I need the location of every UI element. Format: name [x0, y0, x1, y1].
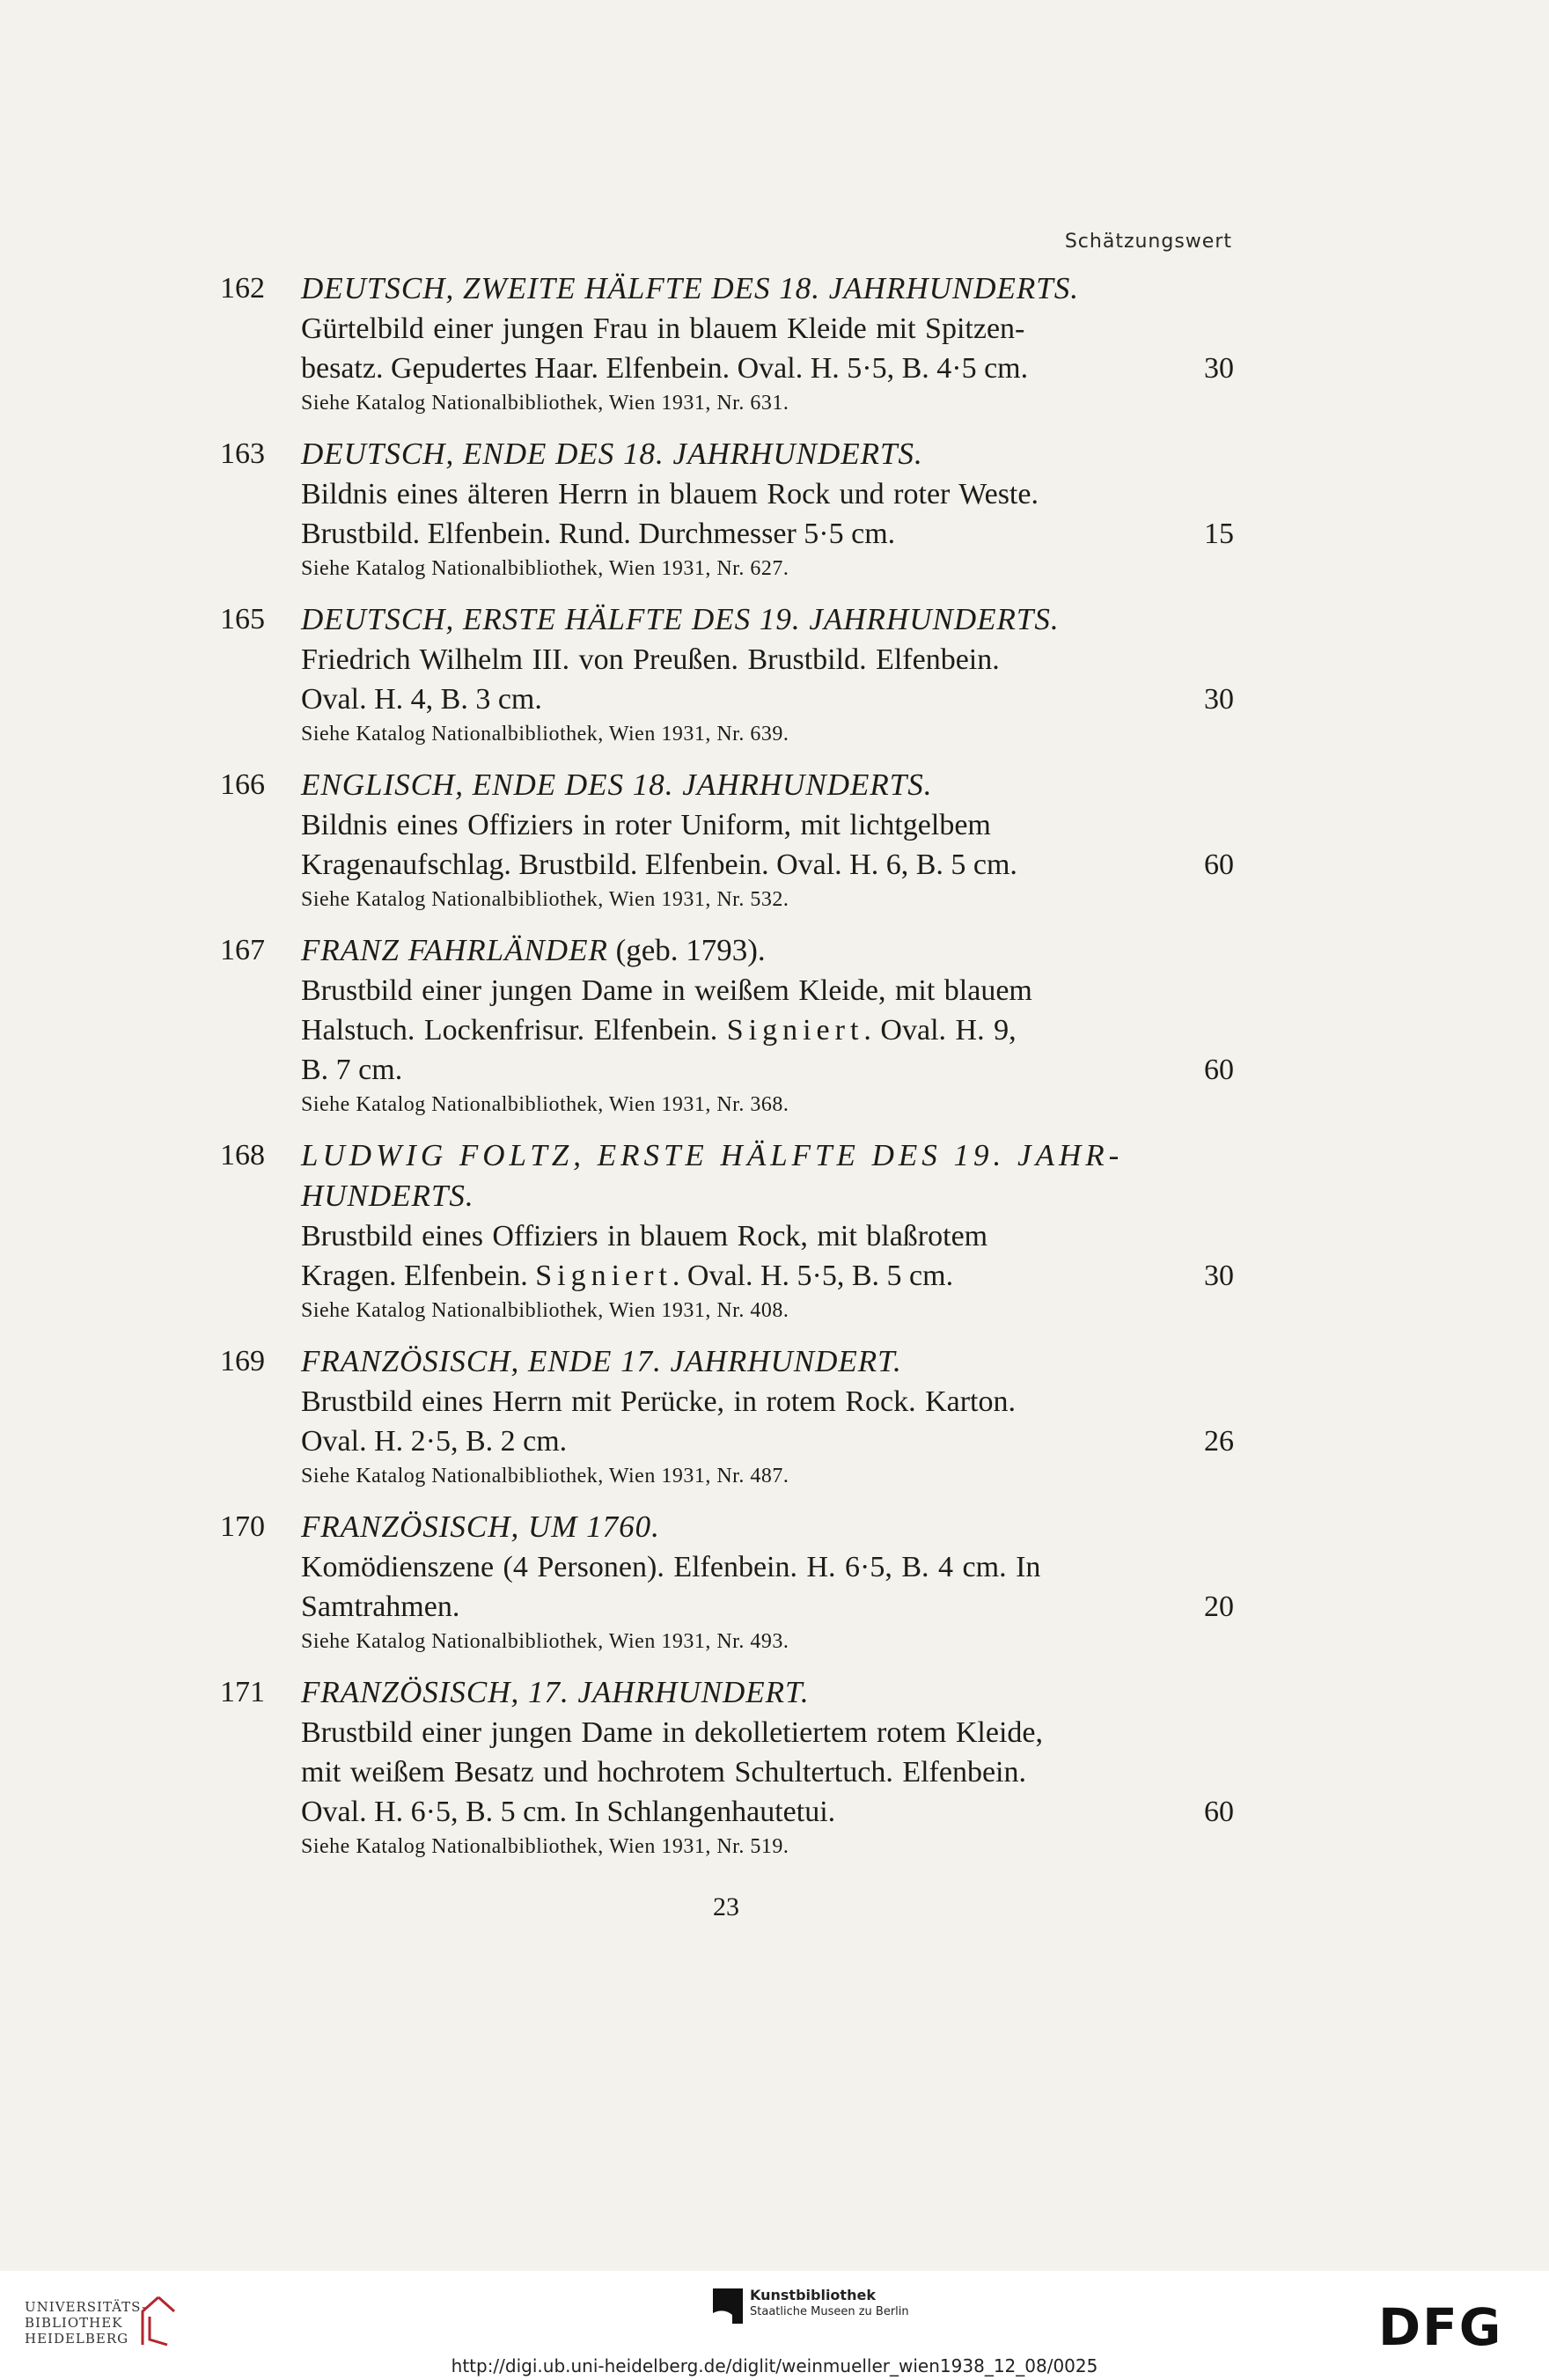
entry-text: . Oval. H. 9,	[863, 1014, 1017, 1047]
entry-price: 30	[1204, 352, 1234, 385]
entry-title: DEUTSCH, ZWEITE HÄLFTE DES 18. JAHRHUNDERTS.	[301, 271, 1079, 305]
catalog-entry	[0, 1672, 1549, 1862]
catalog-entry	[0, 434, 1549, 584]
catalog-entry	[0, 599, 1549, 749]
entry-description: Brustbild einer jungen Dame in dekolletiertem rotem Kleide,	[301, 1716, 1043, 1749]
entry-citation: Siehe Katalog Nationalbibliothek, Wien 1931, Nr. 487.	[301, 1465, 789, 1488]
entry-description-end: Samtrahmen.	[301, 1590, 460, 1623]
kunstbibliothek-logo-icon	[711, 2287, 745, 2325]
signed-note: Signiert	[535, 1260, 672, 1292]
entry-text: Kragen. Elfenbein.	[301, 1260, 536, 1292]
entry-description: Gürtelbild einer jungen Frau in blauem Kleide mit Spitzen-	[301, 312, 1025, 345]
entry-text: Halstuch. Lockenfrisur. Elfenbein.	[301, 1014, 727, 1047]
kb-title: Kunstbibliothek	[750, 2287, 876, 2303]
entry-description-end: Oval. H. 2·5, B. 2 cm.	[301, 1425, 568, 1458]
artist-name: FRANZ FAHRLÄNDER	[301, 933, 608, 967]
entry-price: 20	[1204, 1590, 1234, 1623]
entry-description-end	[301, 1256, 953, 1296]
catalog-entry	[0, 1507, 1549, 1656]
entry-title: LUDWIG FOLTZ, ERSTE HÄLFTE DES 19. JAHR-	[301, 1138, 1124, 1172]
entry-citation: Siehe Katalog Nationalbibliothek, Wien 1931, Nr. 368.	[301, 1093, 789, 1116]
catalog-entry	[0, 765, 1549, 915]
entry-price: 60	[1204, 848, 1234, 881]
catalog-entry	[0, 1135, 1549, 1326]
entry-price: 60	[1204, 1796, 1234, 1828]
entry-title: FRANZÖSISCH, 17. JAHRHUNDERT.	[301, 1675, 810, 1709]
entry-number: 163	[220, 437, 265, 470]
entry-description: Bildnis eines älteren Herrn in blauem Rock und roter Weste.	[301, 478, 1039, 511]
entry-description-end: Kragenaufschlag. Brustbild. Elfenbein. Oval. H. 6, B. 5 cm.	[301, 848, 1017, 881]
entry-title: FRANZÖSISCH, UM 1760.	[301, 1510, 660, 1544]
entry-title: ENGLISCH, ENDE DES 18. JAHRHUNDERTS.	[301, 768, 933, 802]
catalog-entry	[0, 930, 1549, 1120]
entry-number: 162	[220, 272, 265, 305]
catalog-entry	[0, 268, 1549, 418]
entry-description: Brustbild eines Herrn mit Perücke, in rotem Rock. Karton.	[301, 1385, 1016, 1418]
entry-citation: Siehe Katalog Nationalbibliothek, Wien 1931, Nr. 408.	[301, 1299, 789, 1322]
entry-title: DEUTSCH, ERSTE HÄLFTE DES 19. JAHRHUNDERTS.	[301, 602, 1060, 636]
entry-description: Friedrich Wilhelm III. von Preußen. Brustbild. Elfenbein.	[301, 643, 1000, 676]
dfg-logo: DFG	[1378, 2297, 1503, 2357]
entry-citation: Siehe Katalog Nationalbibliothek, Wien 1931, Nr. 627.	[301, 557, 789, 580]
entry-description: Komödienszene (4 Personen). Elfenbein. H. 6·5, B. 4 cm. In	[301, 1551, 1041, 1583]
entry-number: 171	[220, 1676, 265, 1708]
artist-dates: (geb. 1793).	[607, 933, 766, 967]
entry-number: 169	[220, 1345, 265, 1377]
kunstbibliothek-label	[750, 2287, 909, 2320]
entry-citation: Siehe Katalog Nationalbibliothek, Wien 1931, Nr. 631.	[301, 392, 789, 415]
entry-number: 167	[220, 934, 265, 966]
entry-text: . Oval. H. 5·5, B. 5 cm.	[672, 1260, 954, 1292]
entry-description-end: Oval. H. 6·5, B. 5 cm. In Schlangenhautetui.	[301, 1796, 836, 1828]
uni-label-line: HEIDELBERG	[25, 2331, 129, 2347]
entry-citation: Siehe Katalog Nationalbibliothek, Wien 1931, Nr. 532.	[301, 888, 789, 911]
entry-citation: Siehe Katalog Nationalbibliothek, Wien 1931, Nr. 639.	[301, 723, 789, 746]
kb-subtitle: Staatliche Museen zu Berlin	[750, 2305, 909, 2318]
entry-title	[301, 930, 1144, 971]
entry-description-end: B. 7 cm.	[301, 1054, 403, 1086]
entry-number: 168	[220, 1139, 265, 1172]
uni-label-line: BIBLIOTHEK	[25, 2315, 123, 2331]
uni-label-line: UNIVERSITÄTS-	[25, 2299, 148, 2315]
entry-citation: Siehe Katalog Nationalbibliothek, Wien 1931, Nr. 519.	[301, 1835, 789, 1858]
footer-bar	[0, 2271, 1549, 2380]
source-url[interactable]: http://digi.ub.uni-heidelberg.de/diglit/weinmueller_wien1938_12_08/0025	[451, 2355, 1098, 2376]
entry-number: 166	[220, 768, 265, 801]
entry-description-line2	[301, 1010, 1144, 1050]
entry-price: 60	[1204, 1054, 1234, 1086]
catalog-entry	[0, 1341, 1549, 1491]
university-logo-icon	[132, 2294, 185, 2348]
column-header: Schätzungswert	[1064, 231, 1232, 253]
entry-description-end: Brustbild. Elfenbein. Rund. Durchmesser 5·5 cm.	[301, 518, 896, 550]
entry-price: 30	[1204, 683, 1234, 716]
entry-title: DEUTSCH, ENDE DES 18. JAHRHUNDERTS.	[301, 437, 923, 471]
entry-description: Bildnis eines Offiziers in roter Uniform, mit lichtgelbem	[301, 809, 991, 841]
entry-citation: Siehe Katalog Nationalbibliothek, Wien 1931, Nr. 493.	[301, 1630, 789, 1653]
entry-description-end: besatz. Gepudertes Haar. Elfenbein. Oval. H. 5·5, B. 4·5 cm.	[301, 352, 1029, 385]
entry-description-line2: mit weißem Besatz und hochrotem Schultertuch. Elfenbein.	[301, 1756, 1026, 1789]
entry-title: FRANZÖSISCH, ENDE 17. JAHRHUNDERT.	[301, 1344, 902, 1378]
entry-description: Brustbild eines Offiziers in blauem Rock, mit blaßrotem	[301, 1220, 988, 1252]
entry-description: Brustbild einer jungen Dame in weißem Kleide, mit blauem	[301, 974, 1032, 1007]
entry-number: 170	[220, 1510, 265, 1543]
entry-number: 165	[220, 603, 265, 635]
page-number: 23	[713, 1892, 739, 1921]
entry-price: 26	[1204, 1425, 1234, 1458]
entry-price: 15	[1204, 518, 1234, 550]
entry-price: 30	[1204, 1260, 1234, 1292]
signed-note: Signiert	[726, 1014, 864, 1047]
entry-title-line2: HUNDERTS.	[301, 1179, 474, 1213]
catalog-entries	[0, 268, 1549, 1877]
entry-description-end: Oval. H. 4, B. 3 cm.	[301, 683, 542, 716]
